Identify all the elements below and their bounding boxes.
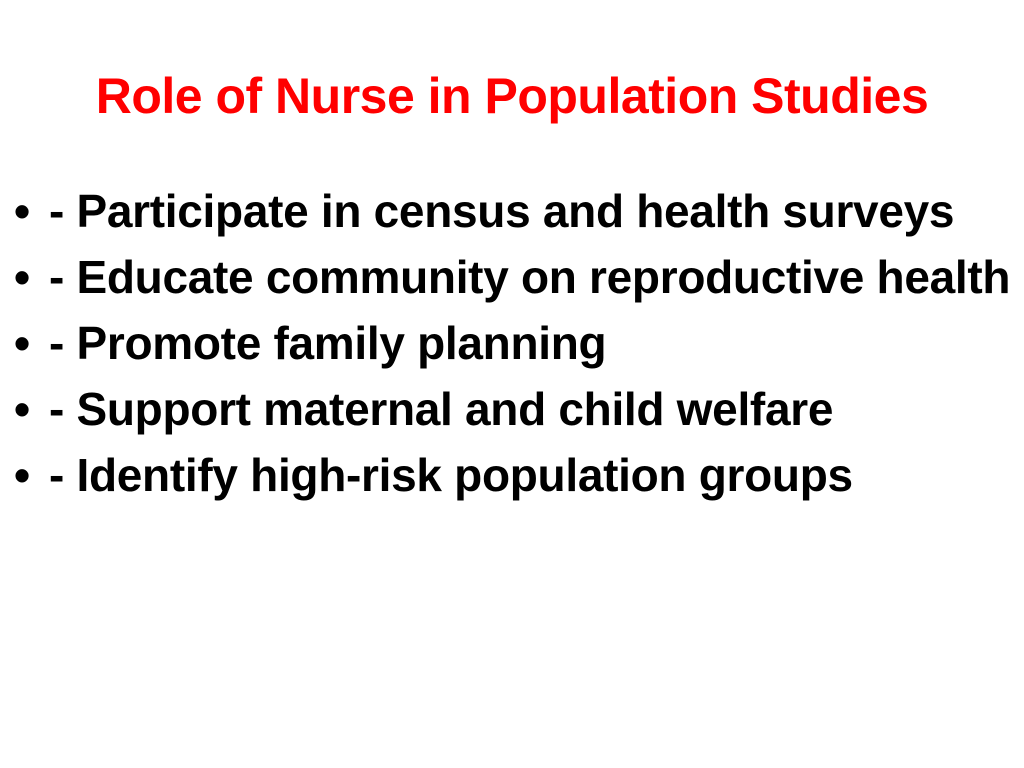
bullet-item [14, 182, 1014, 240]
bullet-dot-icon: • [14, 317, 30, 369]
slide-title: Role of Nurse in Population Studies [95, 68, 929, 124]
bullet-text: - Identify high-risk population groups [49, 449, 853, 501]
bullet-text: - Support maternal and child welfare [49, 383, 834, 435]
bullet-text: - Educate community on reproductive health [49, 251, 1011, 303]
bullet-dot-icon: • [14, 251, 30, 303]
bullet-list [14, 182, 1014, 512]
bullet-item [14, 446, 1014, 504]
bullet-item [14, 380, 1014, 438]
bullet-item [14, 314, 1014, 372]
bullet-item [14, 248, 1014, 306]
bullet-dot-icon: • [14, 185, 30, 237]
bullet-text: - Participate in census and health surveys [49, 185, 955, 237]
bullet-dot-icon: • [14, 449, 30, 501]
bullet-text: - Promote family planning [49, 317, 607, 369]
bullet-dot-icon: • [14, 383, 30, 435]
